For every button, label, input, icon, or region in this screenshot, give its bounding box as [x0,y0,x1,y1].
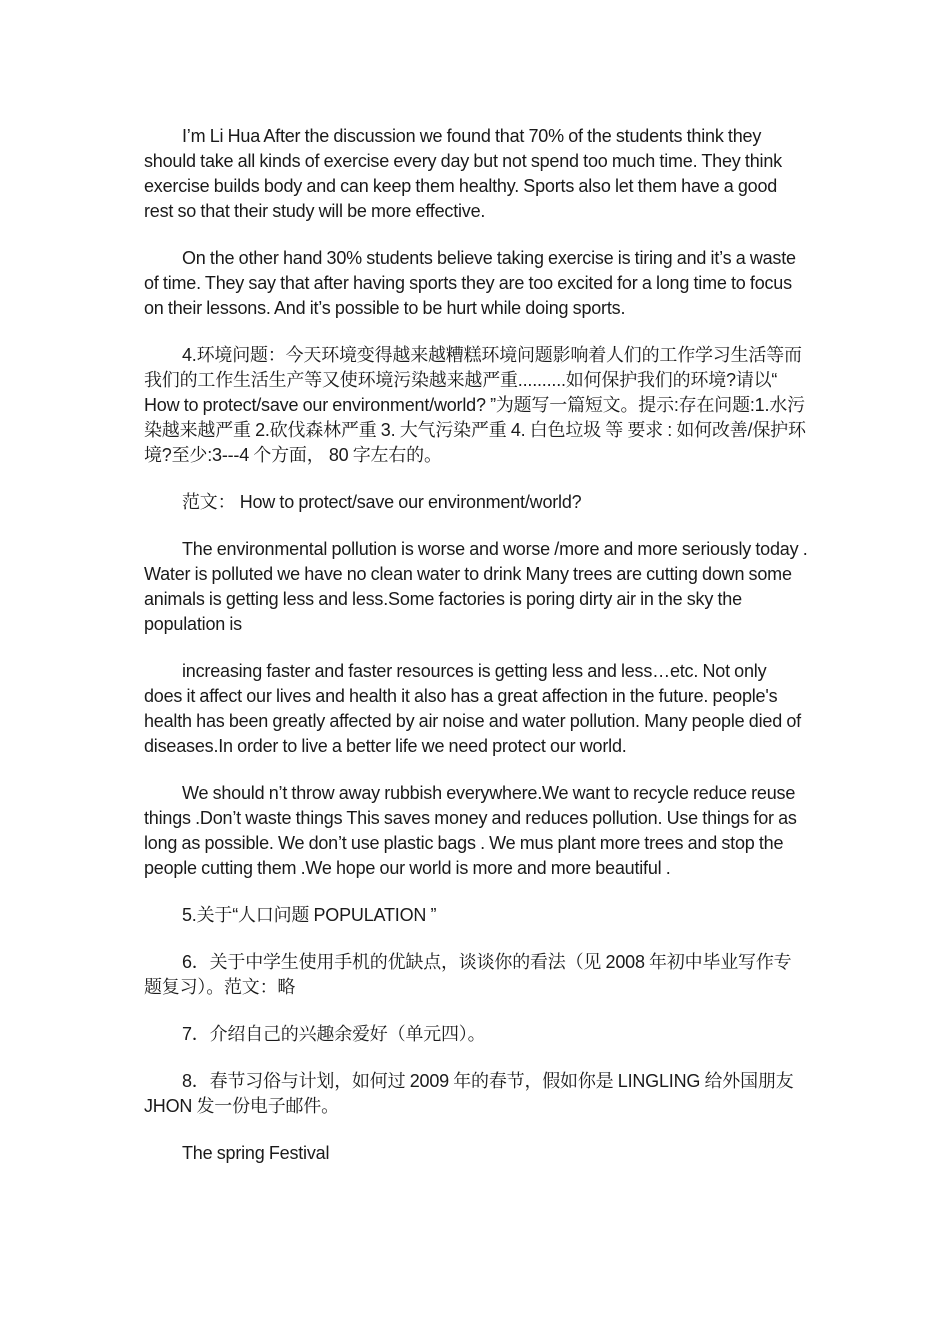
paragraph-topic-8-spring-festival: 8．春节习俗与计划，如何过 2009 年的春节，假如你是 LINGLING 给外国朋友 JHON 发一份电子邮件。 [144,1071,794,1116]
paragraph-topic-6-mobile-phones: 6．关于中学生使用手机的优缺点，谈谈你的看法（见 2008 年初中毕业写作专题复习）。范文：略 [144,952,792,997]
paragraph-sample-title: 范文： How to protect/save our environment/world? [182,492,582,512]
paragraph-spring-festival-title: The spring Festival [182,1143,330,1163]
paragraph-survey-30-percent: On the other hand 30% students believe taking exercise is tiring and it’s a waste of time. They say that after having sports they are too excited for a long time to focus on their lessons. And it’s possible to be hurt while doing sports. [144,248,796,318]
document-body [144,124,808,1188]
paragraph-topic-4-environment: 4.环境问题：今天环境变得越来越糟糕环境问题影响着人们的工作学习生活等而我们的工作生活生产等又使环境污染越来越严重..........如何保护我们的环境?请以“ How to protect/save our environment/world? ”为题写一篇短文。提示:存在问题:1.水污染越来越严重 2.砍伐森林严重 3. 大气污染严重 4. 白色垃圾 等 要求 : 如何改善/保护环境?至少:3---4 个方面， 80 字左右的。 [144,345,806,465]
paragraph-topic-7-hobbies: 7．介绍自己的兴趣余爱好（单元四）。 [182,1024,486,1044]
paragraph-pollution-effects: increasing faster and faster resources is getting less and less…etc. Not only does it affect our lives and health it also has a great affection in the future. people's health has been greatly affected by air noise and water pollution. Many people died of diseases.In order to live a better life we need protect our world. [144,661,801,756]
paragraph-pollution-intro: The environmental pollution is worse and worse /more and more seriously today . Water is polluted we have no clean water to drink Many trees are cutting down some animals is getting less and less.Some factories is poring dirty air in the sky the population is [144,539,808,634]
paragraph-topic-5-population: 5.关于“人口问题 POPULATION ” [182,905,437,925]
paragraph-survey-70-percent: I’m Li Hua After the discussion we found that 70% of the students think they should take all kinds of exercise every day but not spend too much time. They think exercise builds body and can keep them healthy. Sports also let them have a good rest so that their study will be more effective. [144,126,782,221]
paragraph-protect-measures: We should n’t throw away rubbish everywhere.We want to recycle reduce reuse things .Don’t waste things This saves money and reduces pollution. Use things for as long as possible. We don’t use plastic bags . We mus plant more trees and stop the people cutting them .We hope our world is more and more beautiful . [144,783,797,878]
